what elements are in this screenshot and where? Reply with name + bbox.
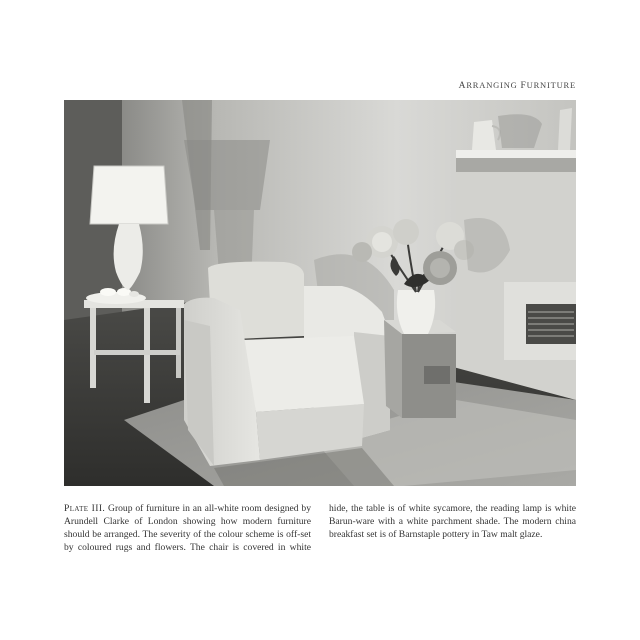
plate-label: Plate III. [64,503,106,514]
caption-text: Group of furniture in an all-white room designed by Arundell Clarke of London showing how modern furniture should be arranged. The severity of the colour scheme is off-set by coloured rugs and flowers. The chair is covered in white hide, the table is of white sycamore, the reading lamp is white Barun-ware with a white parchment shade. The modern china breakfast set is of Barnstaple pottery in Taw malt glaze. [64,503,576,553]
plate-photograph [64,100,576,486]
running-head-rest-2: URNITURE [526,80,576,90]
running-head-rest-1: RRANGING [466,80,518,90]
running-head-initial-1: A [458,81,467,91]
plate-caption [64,502,576,554]
running-head [459,80,576,91]
running-head-initial-2: F [520,81,527,91]
